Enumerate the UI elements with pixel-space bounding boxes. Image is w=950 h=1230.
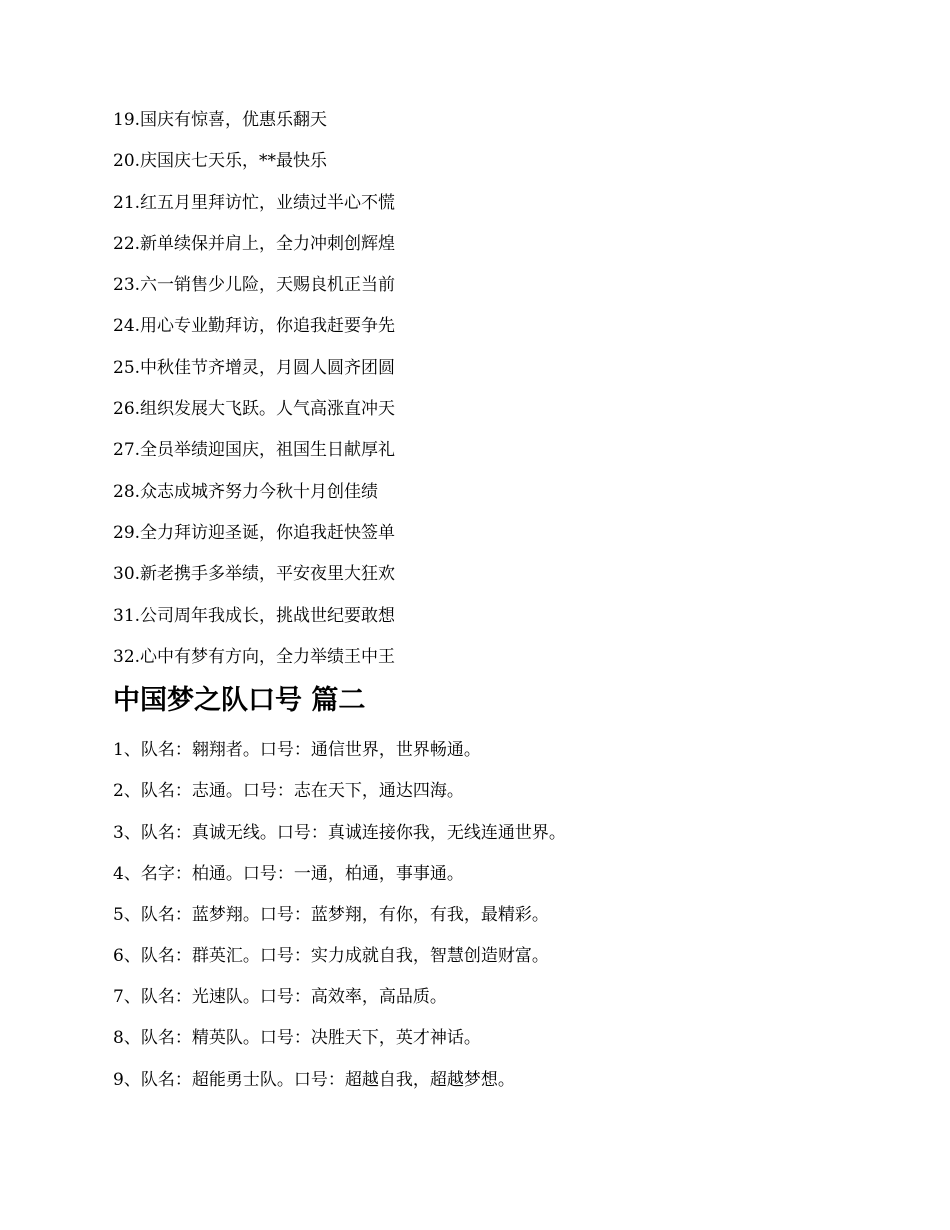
list-item: 23.六一销售少儿险，天赐良机正当前 — [113, 275, 396, 296]
list-item: 25.中秋佳节齐增灵，月圆人圆齐团圆 — [113, 357, 396, 378]
list-item: 8、队名：精英队。口号：决胜天下，英才神话。 — [113, 1028, 481, 1049]
list-item: 26.组织发展大飞跃。人气高涨直冲天 — [113, 399, 396, 420]
list-item: 28.众志成城齐努力今秋十月创佳绩 — [113, 481, 379, 502]
slogan-list — [113, 110, 873, 688]
list-item: 30.新老携手多举绩，平安夜里大狂欢 — [113, 564, 396, 585]
list-item: 22.新单续保并肩上，全力冲刺创辉煌 — [113, 233, 396, 254]
list-item: 32.心中有梦有方向，全力举绩王中王 — [113, 646, 396, 667]
list-item: 4、名字：柏通。口号：一通，柏通，事事通。 — [113, 863, 464, 884]
list-item: 20.庆国庆七天乐，**最快乐 — [113, 151, 328, 172]
list-item: 6、队名：群英汇。口号：实力成就自我，智慧创造财富。 — [113, 946, 549, 967]
list-item: 27.全员举绩迎国庆，祖国生日献厚礼 — [113, 440, 396, 461]
section-heading: 中国梦之队口号 篇二 — [113, 685, 366, 717]
list-item: 9、队名：超能勇士队。口号：超越自我，超越梦想。 — [113, 1069, 515, 1090]
document-page — [113, 110, 873, 1111]
list-item: 5、队名：蓝梦翔。口号：蓝梦翔，有你，有我，最精彩。 — [113, 904, 549, 925]
list-item: 3、队名：真诚无线。口号：真诚连接你我，无线连通世界。 — [113, 822, 566, 843]
list-item: 31.公司周年我成长，挑战世纪要敢想 — [113, 605, 396, 626]
list-item: 29.全力拜访迎圣诞，你追我赶快签单 — [113, 522, 396, 543]
list-item: 1、队名：翱翔者。口号：通信世界，世界畅通。 — [113, 740, 481, 761]
list-item: 2、队名：志通。口号：志在天下，通达四海。 — [113, 781, 464, 802]
list-item: 19.国庆有惊喜，优惠乐翻天 — [113, 110, 328, 130]
list-item: 21.红五月里拜访忙，业绩过半心不慌 — [113, 192, 396, 213]
team-slogan-list — [113, 740, 873, 1111]
list-item: 24.用心专业勤拜访，你追我赶要争先 — [113, 316, 396, 337]
list-item: 7、队名：光速队。口号：高效率，高品质。 — [113, 987, 447, 1008]
